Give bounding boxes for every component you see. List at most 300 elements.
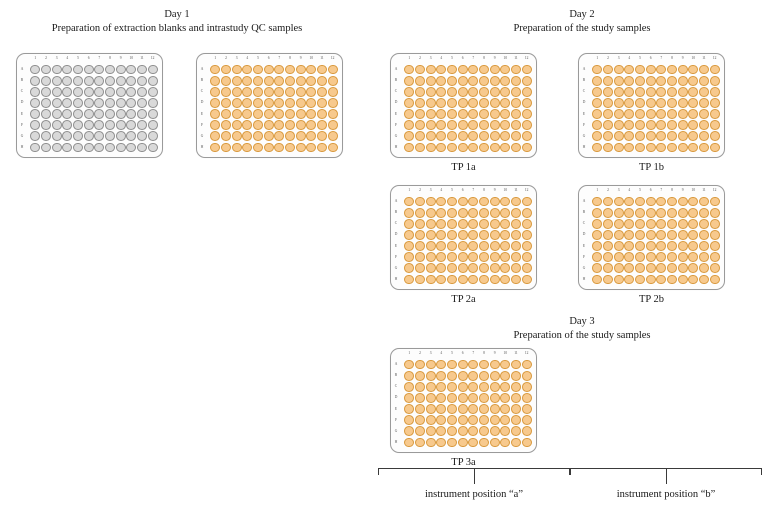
well[interactable] [592,87,602,97]
well[interactable] [656,263,666,273]
well[interactable] [264,120,274,130]
well[interactable] [710,131,720,141]
well[interactable] [624,241,634,251]
well[interactable] [614,219,624,229]
well[interactable] [688,241,698,251]
well[interactable] [274,131,284,141]
well[interactable] [306,65,316,75]
well[interactable] [458,143,468,153]
well[interactable] [490,415,500,425]
well[interactable] [511,415,521,425]
well[interactable] [447,230,457,240]
well[interactable] [426,438,436,448]
well[interactable] [436,426,446,436]
well[interactable] [458,263,468,273]
well[interactable] [699,65,709,75]
well[interactable] [264,143,274,153]
well[interactable] [678,252,688,262]
well[interactable] [84,98,94,108]
well[interactable] [221,109,231,119]
well[interactable] [264,76,274,86]
well[interactable] [646,219,656,229]
well[interactable] [426,275,436,285]
well[interactable] [710,65,720,75]
well[interactable] [479,404,489,414]
well[interactable] [274,120,284,130]
well[interactable] [436,120,446,130]
well[interactable] [436,241,446,251]
well[interactable] [710,208,720,218]
well[interactable] [426,219,436,229]
well[interactable] [232,120,242,130]
well[interactable] [511,143,521,153]
well[interactable] [500,360,510,370]
well[interactable] [710,87,720,97]
well[interactable] [447,382,457,392]
well[interactable] [635,98,645,108]
well[interactable] [447,415,457,425]
well[interactable] [426,109,436,119]
well[interactable] [688,252,698,262]
well[interactable] [285,109,295,119]
well[interactable] [447,65,457,75]
well[interactable] [274,143,284,153]
well[interactable] [317,98,327,108]
well[interactable] [490,87,500,97]
well[interactable] [436,208,446,218]
well[interactable] [458,98,468,108]
well[interactable] [479,382,489,392]
well[interactable] [317,76,327,86]
well[interactable] [479,87,489,97]
well[interactable] [30,143,40,153]
well[interactable] [210,120,220,130]
well[interactable] [436,230,446,240]
well[interactable] [447,393,457,403]
well[interactable] [30,76,40,86]
well[interactable] [84,131,94,141]
well[interactable] [253,76,263,86]
well[interactable] [94,109,104,119]
well[interactable] [137,76,147,86]
well[interactable] [426,120,436,130]
well[interactable] [404,230,414,240]
well[interactable] [415,197,425,207]
well[interactable] [688,120,698,130]
well[interactable] [436,263,446,273]
well[interactable] [404,415,414,425]
well[interactable] [436,197,446,207]
well[interactable] [232,143,242,153]
well[interactable] [415,382,425,392]
well[interactable] [94,120,104,130]
well[interactable] [447,109,457,119]
well[interactable] [522,371,532,381]
well[interactable] [404,438,414,448]
well[interactable] [490,241,500,251]
well[interactable] [148,120,158,130]
plate-tp2a[interactable] [390,185,537,290]
well[interactable] [126,131,136,141]
well[interactable] [126,109,136,119]
well[interactable] [511,65,521,75]
well[interactable] [415,371,425,381]
well[interactable] [221,131,231,141]
well[interactable] [458,197,468,207]
well[interactable] [447,252,457,262]
well[interactable] [426,241,436,251]
well[interactable] [137,120,147,130]
well[interactable] [678,208,688,218]
well[interactable] [699,241,709,251]
well[interactable] [415,87,425,97]
well[interactable] [656,275,666,285]
well[interactable] [458,438,468,448]
well[interactable] [522,415,532,425]
well[interactable] [242,131,252,141]
well[interactable] [479,208,489,218]
well[interactable] [137,65,147,75]
well[interactable] [500,426,510,436]
well[interactable] [242,65,252,75]
well[interactable] [490,371,500,381]
well[interactable] [511,382,521,392]
well[interactable] [458,76,468,86]
well[interactable] [264,65,274,75]
well[interactable] [468,360,478,370]
well[interactable] [126,98,136,108]
well[interactable] [105,65,115,75]
well[interactable] [296,143,306,153]
well[interactable] [688,143,698,153]
well[interactable] [274,87,284,97]
well[interactable] [490,197,500,207]
well[interactable] [710,143,720,153]
well[interactable] [415,98,425,108]
well[interactable] [274,65,284,75]
well[interactable] [710,275,720,285]
well[interactable] [468,230,478,240]
well[interactable] [710,241,720,251]
well[interactable] [500,404,510,414]
well[interactable] [52,131,62,141]
well[interactable] [699,230,709,240]
well[interactable] [468,275,478,285]
well[interactable] [404,393,414,403]
plate-tp2b[interactable] [578,185,725,290]
well[interactable] [468,382,478,392]
well[interactable] [603,98,613,108]
well[interactable] [656,208,666,218]
well[interactable] [603,241,613,251]
well[interactable] [479,275,489,285]
well[interactable] [614,76,624,86]
well[interactable] [688,263,698,273]
well[interactable] [105,120,115,130]
well[interactable] [614,263,624,273]
well[interactable] [73,65,83,75]
well[interactable] [490,360,500,370]
well[interactable] [116,109,126,119]
well[interactable] [404,143,414,153]
well[interactable] [317,87,327,97]
well[interactable] [624,252,634,262]
well[interactable] [699,275,709,285]
well[interactable] [614,98,624,108]
well[interactable] [603,230,613,240]
well[interactable] [592,208,602,218]
well[interactable] [52,76,62,86]
well[interactable] [306,87,316,97]
well[interactable] [426,98,436,108]
well[interactable] [30,65,40,75]
well[interactable] [84,109,94,119]
well[interactable] [468,252,478,262]
well[interactable] [30,109,40,119]
well[interactable] [426,382,436,392]
well[interactable] [415,120,425,130]
well[interactable] [30,120,40,130]
well[interactable] [62,143,72,153]
well[interactable] [41,76,51,86]
well[interactable] [678,65,688,75]
well[interactable] [221,143,231,153]
well[interactable] [447,438,457,448]
well[interactable] [404,382,414,392]
well[interactable] [41,143,51,153]
well[interactable] [436,98,446,108]
plate-tp3a[interactable] [390,348,537,453]
well[interactable] [479,219,489,229]
well[interactable] [62,131,72,141]
well[interactable] [635,65,645,75]
well[interactable] [253,109,263,119]
well[interactable] [210,109,220,119]
well[interactable] [667,109,677,119]
well[interactable] [479,263,489,273]
well[interactable] [500,120,510,130]
well[interactable] [447,120,457,130]
well[interactable] [522,98,532,108]
well[interactable] [404,131,414,141]
well[interactable] [592,65,602,75]
well[interactable] [447,360,457,370]
well[interactable] [458,382,468,392]
well[interactable] [624,208,634,218]
well[interactable] [500,98,510,108]
well[interactable] [458,131,468,141]
well[interactable] [635,230,645,240]
well[interactable] [232,65,242,75]
well[interactable] [264,131,274,141]
well[interactable] [646,230,656,240]
well[interactable] [436,382,446,392]
well[interactable] [699,143,709,153]
well[interactable] [603,252,613,262]
well[interactable] [624,143,634,153]
well[interactable] [328,143,338,153]
well[interactable] [635,197,645,207]
well[interactable] [500,65,510,75]
well[interactable] [490,275,500,285]
well[interactable] [415,109,425,119]
well[interactable] [232,76,242,86]
well[interactable] [490,382,500,392]
well[interactable] [511,263,521,273]
well[interactable] [667,65,677,75]
well[interactable] [522,241,532,251]
well[interactable] [522,131,532,141]
well[interactable] [511,109,521,119]
well[interactable] [62,76,72,86]
well[interactable] [306,131,316,141]
well[interactable] [306,120,316,130]
well[interactable] [404,120,414,130]
well[interactable] [116,76,126,86]
well[interactable] [656,252,666,262]
well[interactable] [232,131,242,141]
well[interactable] [522,197,532,207]
well[interactable] [500,197,510,207]
well[interactable] [317,120,327,130]
well[interactable] [635,252,645,262]
well[interactable] [210,98,220,108]
well[interactable] [41,98,51,108]
well[interactable] [490,208,500,218]
well[interactable] [667,131,677,141]
well[interactable] [646,131,656,141]
well[interactable] [479,143,489,153]
well[interactable] [210,65,220,75]
well[interactable] [52,65,62,75]
well[interactable] [479,371,489,381]
well[interactable] [490,98,500,108]
well[interactable] [137,109,147,119]
well[interactable] [522,87,532,97]
well[interactable] [415,263,425,273]
well[interactable] [458,415,468,425]
well[interactable] [447,143,457,153]
well[interactable] [479,65,489,75]
well[interactable] [436,415,446,425]
well[interactable] [511,208,521,218]
well[interactable] [242,143,252,153]
well[interactable] [667,143,677,153]
well[interactable] [285,87,295,97]
well[interactable] [635,219,645,229]
well[interactable] [253,98,263,108]
well[interactable] [479,438,489,448]
well[interactable] [614,275,624,285]
well[interactable] [73,109,83,119]
well[interactable] [306,98,316,108]
well[interactable] [116,65,126,75]
well[interactable] [592,76,602,86]
well[interactable] [688,219,698,229]
well[interactable] [614,120,624,130]
well[interactable] [306,76,316,86]
well[interactable] [603,131,613,141]
well[interactable] [624,120,634,130]
well[interactable] [84,120,94,130]
well[interactable] [328,65,338,75]
well[interactable] [41,120,51,130]
well[interactable] [500,382,510,392]
well[interactable] [426,131,436,141]
well[interactable] [592,143,602,153]
well[interactable] [511,360,521,370]
well[interactable] [635,241,645,251]
well[interactable] [522,360,532,370]
well[interactable] [426,208,436,218]
well[interactable] [210,87,220,97]
well[interactable] [221,98,231,108]
well[interactable] [296,109,306,119]
well[interactable] [105,109,115,119]
well[interactable] [242,109,252,119]
well[interactable] [447,241,457,251]
well[interactable] [458,426,468,436]
well[interactable] [479,252,489,262]
well[interactable] [710,230,720,240]
well[interactable] [468,241,478,251]
well[interactable] [41,131,51,141]
well[interactable] [667,263,677,273]
well[interactable] [468,76,478,86]
well[interactable] [426,65,436,75]
well[interactable] [468,131,478,141]
well[interactable] [603,275,613,285]
well[interactable] [458,120,468,130]
well[interactable] [94,131,104,141]
well[interactable] [447,371,457,381]
well[interactable] [328,87,338,97]
well[interactable] [678,143,688,153]
well[interactable] [447,197,457,207]
well[interactable] [30,98,40,108]
well[interactable] [646,143,656,153]
well[interactable] [511,120,521,130]
well[interactable] [479,230,489,240]
well[interactable] [479,98,489,108]
well[interactable] [436,360,446,370]
plate-qc[interactable] [196,53,343,158]
well[interactable] [253,65,263,75]
well[interactable] [667,120,677,130]
well[interactable] [500,109,510,119]
well[interactable] [468,208,478,218]
well[interactable] [500,143,510,153]
plate-tp1b[interactable] [578,53,725,158]
well[interactable] [479,415,489,425]
well[interactable] [426,263,436,273]
well[interactable] [522,263,532,273]
well[interactable] [415,438,425,448]
well[interactable] [490,143,500,153]
well[interactable] [306,143,316,153]
well[interactable] [415,275,425,285]
well[interactable] [688,65,698,75]
well[interactable] [404,87,414,97]
well[interactable] [688,230,698,240]
well[interactable] [678,275,688,285]
well[interactable] [522,438,532,448]
well[interactable] [656,143,666,153]
well[interactable] [274,76,284,86]
well[interactable] [468,98,478,108]
well[interactable] [296,65,306,75]
well[interactable] [221,65,231,75]
